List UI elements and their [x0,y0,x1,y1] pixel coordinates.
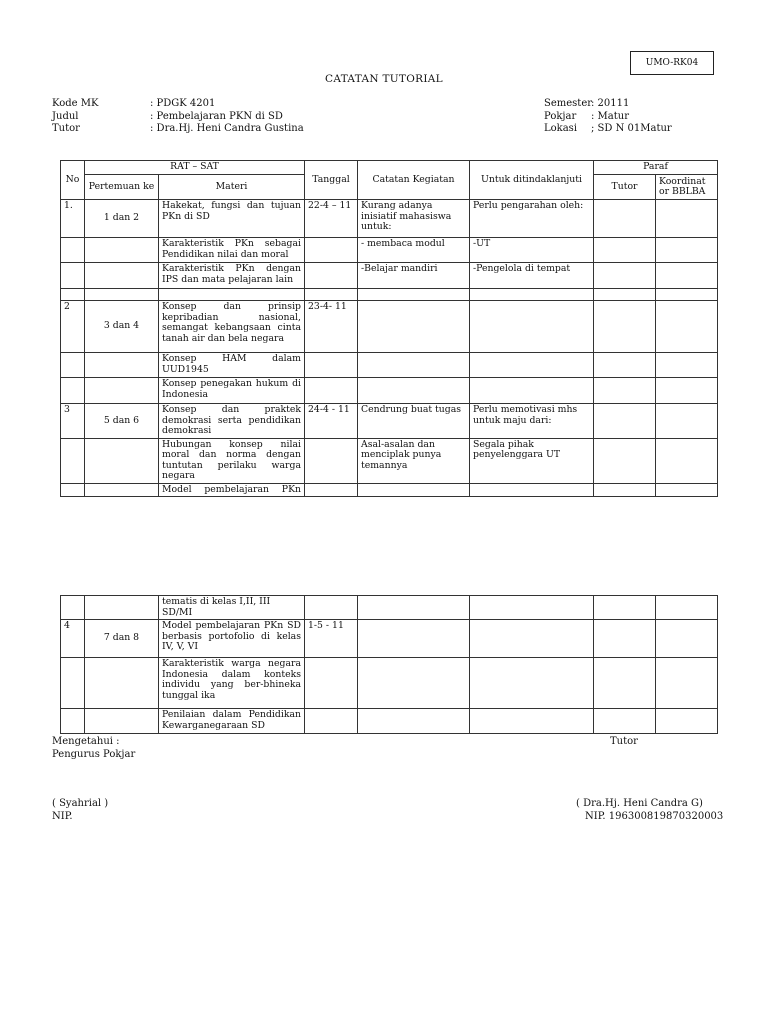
document-title: CATATAN TUTORIAL [325,73,443,85]
table-row: 4 7 dan 8 Model pembelajaran PKn SD berbasis portofolio di kelas IV, V, VI 1-5 - 11 [61,620,718,658]
header-tutor: Tutor : Dra.Hj. Heni Candra Gustina [52,123,304,134]
document-code: UMO-RK04 [630,51,714,75]
table-row: Karakteristik warga negara Indonesia dalam konteks individu yang ber-bhineka tunggal ika [61,658,718,709]
table-row: Konsep penegakan hukum di Indonesia [61,378,718,404]
table-row: Karakteristik PKn dengan IPS dan mata pelajaran lain -Belajar mandiri -Pengelola di tempat [61,263,718,289]
table-row [61,289,718,301]
header-paraf: Paraf [594,161,718,175]
footer-right-nip: NIP. 196300819870320003 [585,810,724,822]
header-left [52,98,304,136]
header-lokasi: Lokasi ; SD N 01Matur [544,123,672,134]
header-pertemuan: Pertemuan ke [85,175,159,200]
header-no: No [61,161,85,200]
table-row: Model pembelajaran PKn [61,483,718,497]
header-judul: Judul : Pembelajaran PKN di SD [52,110,283,122]
header-rat-sat: RAT – SAT [85,161,305,175]
header-tanggal: Tanggal [305,161,358,200]
table-row: 3 5 dan 6 Konsep dan praktek demokrasi serta pendidikan demokrasi 24-4 - 11 Cendrung buat tugas Perlu memotivasi mhs untuk maju dari: [61,404,718,439]
table-row: Penilaian dalam Pendidikan Kewarganegaraan SD [61,709,718,734]
footer-left-name: ( Syahrial ) [52,798,109,809]
header-right [544,98,672,136]
header-catatan: Catatan Kegiatan [358,161,470,200]
footer-acknowledge [52,736,135,761]
table-row: tematis di kelas I,II, III SD/MI [61,596,718,620]
footer-tutor-label: Tutor [610,736,638,747]
tutorial-table [60,160,718,497]
table-row: Karakteristik PKn sebagai Pendidikan nilai dan moral - membaca modul -UT [61,238,718,263]
header-kode-mk: Kode MK : PDGK 4201 [52,98,216,109]
footer-left-nip: NIP. [52,810,73,822]
footer-pengurus: Pengurus Pokjar [52,748,136,760]
header-semester: Semester : 20111 [544,98,630,109]
table-row: 2 3 dan 4 Konsep dan prinsip kepribadian nasional, semangat kebangsaan cinta tanah air dan bela negara 23-4- 11 [61,301,718,353]
footer-right-signature [576,798,723,823]
footer-mengetahui: Mengetahui : [52,736,120,747]
header-pokjar: Pokjar : Matur [544,110,629,122]
header-materi: Materi [159,175,305,200]
table-row: Konsep HAM dalam UUD1945 [61,353,718,378]
footer-right-name: ( Dra.Hj. Heni Candra G) [576,798,703,809]
tutorial-table-continued [60,595,718,734]
header-paraf-tutor: Tutor [594,175,656,200]
table-row: Hubungan konsep nilai moral dan norma dengan tuntutan perilaku warga negara Asal-asalan dan menciplak punya temannya Segala pihak penyelenggara UT [61,438,718,483]
header-tindak: Untuk ditindaklanjuti [470,161,594,200]
footer-left-signature [52,798,108,823]
table-row: 1. 1 dan 2 Hakekat, fungsi dan tujuan PKn di SD 22-4 – 11 Kurang adanya inisiatif mahasiswa untuk: Perlu pengarahan oleh: [61,200,718,238]
header-paraf-koordinator: Koordinat or BBLBA [656,175,718,200]
